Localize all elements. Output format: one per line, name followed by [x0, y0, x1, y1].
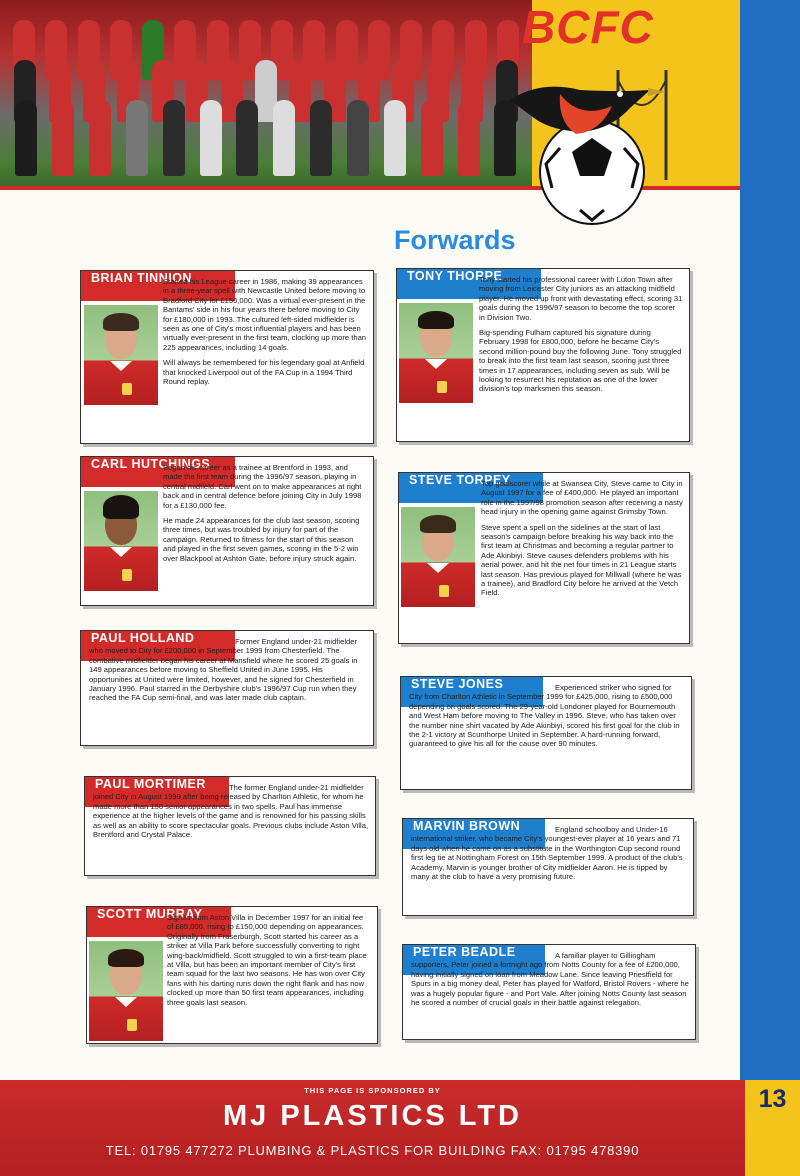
- player-bio-paragraph: Steve spent a spell on the sidelines at the start of last season's campaign before breaking his way back into the first team at Christmas and becoming a regular partner to Ade Akinbiyi. Steve causes defenders problems with his aerial power, and hit the net four times in 21 League starts last season. Has previous played for Millwall (where he was a trainee), and Bradford City before he arrived at the Vetch Field.: [481, 522, 682, 598]
- player-bio-paragraph: A familiar player to Gillingham supporters, Peter joined a fortnight ago from Notts County for a fee of £200,000, having initially signed on loan from Meadow Lane. Since leaving Priestfield for Spurs in a big money deal, Peter has played for Watford, Bristol Rovers - where he was a hugely popular figure - and Port Vale. After joining Notts County last season he scored a number of crucial goals in their battle against relegation.: [411, 951, 689, 1008]
- sponsor-note: THIS PAGE IS SPONSORED BY: [304, 1086, 441, 1095]
- section-title: Forwards: [394, 225, 516, 255]
- player-name: SCOTT MURRAY: [87, 907, 231, 937]
- player-bio-paragraph: Began his career as a trainee at Brentford in 1993, and made the first team during the 1996/97 season, playing in central midfield. Carl went on to make appearances at right back and in central defence before joining City in July 1998 for a £130,000 fee.: [163, 463, 362, 510]
- player-card-peter-beadle: [402, 944, 696, 1040]
- robin-football-crest-icon: [500, 60, 680, 230]
- player-card-carl-hutchings: [80, 456, 374, 606]
- player-name: TONY THORPE: [397, 269, 541, 299]
- player-bio-paragraph: Tony started his professional career with Luton Town after moving from Leicester City juniors as an attacking midfield player. He moved up front with devastating effect, scoring 31 goals during the 1996/97 season to become the top scorer in Division Two.: [479, 275, 683, 322]
- player-bio: [163, 277, 367, 392]
- player-card-tony-thorpe: [396, 268, 690, 442]
- player-bio-paragraph: Started his League career in 1986, making 39 appearances in a three-year spell with Newcastle United before moving to Bradford City for £150,000. Was a virtual ever-present in the Bantams' side in his four years there before moving to City for £180,000 in 1993. The cultured left-sided midfielder is seen as one of City's most influential players and has been virtually ever-present in the first team, clocking up more than 225 appearances, including 14 goals.: [163, 277, 367, 352]
- player-photo: [84, 491, 158, 591]
- player-bio: [411, 825, 687, 887]
- player-card-paul-holland: [80, 630, 374, 746]
- player-bio-paragraph: Signed from Aston Villa in December 1997 for an initial fee of £85,000, rising to £150,000 depending on appearances. Originally from Fraserburgh, Scott started his career as a striker at Villa Park before successfully converting to right wing-back/midfield. Scott struggled to win a first-team place at Villa, but has been an important member of City's first team squad for the last two seasons. He has won over City fans with his darting runs down the right flank and has now clocked up more than 50 first team appearances, including three goals last season.: [167, 913, 367, 1007]
- player-bio-paragraph: Top goalscorer while at Swansea City, Steve came to City in August 1997 for a fee of £400,000. He played an important role in the 1997/98 promotion season after receiving a nasty head injury in the opening game against Grimsby Town.: [481, 479, 683, 517]
- player-card-scott-murray: [86, 906, 378, 1044]
- player-name: PETER BEADLE: [403, 945, 545, 975]
- player-photo: [401, 507, 475, 607]
- player-bio-paragraph: Former England under-21 midfielder who moved to City for £200,000 in September 1999 from Chesterfield. The combative midfielder began his career at Mansfield where he scored 25 goals in 149 appearances before moving to Sheffield United in June 1995. His opportunities at United were limited, however, and he signed for Chesterfield in January 1996. Paul starred in the Derbyshire club's 1996/97 Cup run when they reached the FA Cup semi-final, and was later made club captain.: [89, 637, 358, 703]
- page-number: 13: [758, 1085, 787, 1113]
- club-logo: BCFC: [522, 1, 654, 53]
- player-bio-paragraph: He made 24 appearances for the club last season, scoring three times, but was troubled by injury for part of the campaign. Returned to fitness for the start of this season and played in the first seven games, scoring in the 5-2 win over Blackpool at Ashton Gate, before injury struck again.: [163, 516, 360, 563]
- player-bio-paragraph: England schoolboy and Under-16 international striker, who became City's youngest-ever player at 16 years and 71 days old when he came on as a substitute in the Worthington Cup second round first leg tie at Nottingham Forest on 15th September 1999. A product of the club's Academy, Marvin is younger brother of City midfielder Aaron. He is tipped by many at the club to have a very promising future.: [411, 825, 683, 882]
- player-photo: [399, 303, 473, 403]
- player-bio-paragraph: Experienced striker who signed for City from Charlton Athletic in September 1999 for £425,000, rising to £500,000 depending on goals scored. The 29-year-old Londoner played for Bournemouth and West Ham before moving to The Valley in 1996. Steve, who has taken over the number nine shirt vacated by Ade Akinbiyi, scored his first goal for the club in the 2-1 victory at Scunthorpe United in September. A hard-running forward, guaranteed to give his all for the cause over 90 minutes.: [409, 683, 680, 749]
- player-bio: [93, 783, 369, 845]
- player-bio: [167, 913, 371, 1013]
- player-card-steve-jones: [400, 676, 692, 790]
- player-name: PAUL HOLLAND: [81, 631, 235, 661]
- player-bio: [409, 683, 685, 755]
- player-photo: [84, 305, 158, 405]
- team-photo: [0, 0, 532, 186]
- sponsor-contact-info: TEL: 01795 477272 PLUMBING & PLASTICS FOR BUILDING FAX: 01795 478390: [105, 1143, 640, 1158]
- player-name: STEVE JONES: [401, 677, 543, 707]
- player-card-steve-torpey: [398, 472, 690, 644]
- player-bio-paragraph: The former England under-21 midfielder joined City in August 1999 after being released by Charlton Athletic, for whom he made more than 150 senior appearances in two spells. Paul has immense experience at the higher levels of the game and is renowned for his passing skills as well as an ability to score spectacular goals. Previous clubs include Aston Villa, Brentford and Crystal Palace.: [93, 783, 369, 840]
- player-photo: [89, 941, 163, 1041]
- player-bio-paragraph: Will always be remembered for his legendary goal at Anfield that knocked Liverpool out of the FA Cup in a 1994 Third Round replay.: [163, 358, 365, 387]
- player-bio: [411, 951, 689, 1013]
- player-bio: [479, 275, 683, 400]
- player-card-paul-mortimer: [84, 776, 376, 876]
- player-name: CARL HUTCHINGS: [81, 457, 235, 487]
- player-card-brian-tinnion: [80, 270, 374, 444]
- player-name: PAUL MORTIMER: [85, 777, 229, 807]
- player-bio: [163, 463, 367, 569]
- player-name: BRIAN TINNION: [81, 271, 235, 301]
- player-name: MARVIN BROWN: [403, 819, 545, 849]
- player-bio: [89, 637, 367, 709]
- team-photo-front-row: [8, 100, 524, 180]
- sponsor-name: MJ PLASTICS LTD: [222, 1100, 523, 1132]
- player-bio: [481, 479, 683, 604]
- player-bio-paragraph: Big-spending Fulham captured his signature during February 1998 for £800,000, before he became City's second million-pound buy the following June. Tony struggled to break into the first team last season, scoring just three times in 17 appearances, including seven as sub. Will be looking to resurrect his reputation as one of the lower division's top marksmen this season.: [479, 328, 682, 394]
- side-blue-stripe: [740, 0, 800, 1080]
- player-name: STEVE TORPEY: [399, 473, 543, 503]
- player-card-marvin-brown: [402, 818, 694, 916]
